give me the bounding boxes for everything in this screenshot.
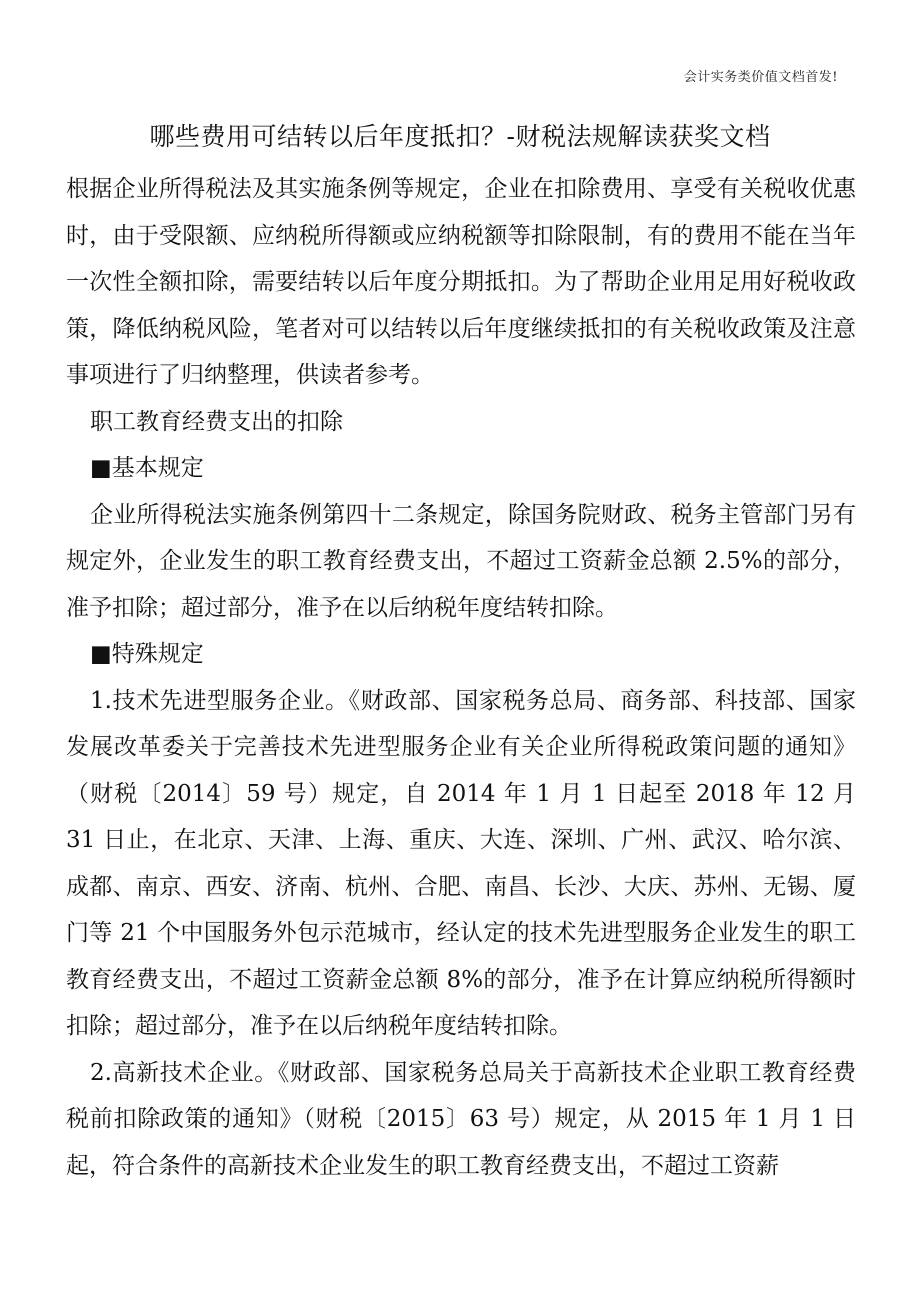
special-rule-2-paragraph: 2.高新技术企业。《财政部、国家税务总局关于高新技术企业职工教育经费税前扣除政策的通知》（财税〔2015〕63 号）规定，从 2015 年 1 月 1 日起，符合条件的高新技术企业发生的职工教育经费支出，不超过工资薪 <box>66 1059 856 1179</box>
section-heading: 职工教育经费支出的扣除 <box>90 408 343 435</box>
special-rule-1-paragraph: 1.技术先进型服务企业。《财政部、国家税务总局、商务部、科技部、国家发展改革委关于完善技术先进型服务企业有关企业所得税政策问题的通知》（财税〔2014〕59 号）规定，自 2014 年 1 月 1 日起至 2018 年 12 月 31 日止，在北京、天津、上海、重庆、大连、深圳、广州、武汉、哈尔滨、成都、南京、西安、济南、杭州、合肥、南昌、长沙、大庆、苏州、无锡、厦门等 21 个中国服务外包示范城市，经认定的技术先进型服务企业发生的职工教育经费支出，不超过工资薪金总额 8%的部分，准予在计算应纳税所得额时扣除；超过部分，准予在以后纳税年度结转扣除。 <box>66 687 856 1039</box>
basic-rules-paragraph: 企业所得税法实施条例第四十二条规定，除国务院财政、税务主管部门另有规定外，企业发生的职工教育经费支出，不超过工资薪金总额 2.5%的部分，准予扣除；超过部分，准予在以后纳税年度结转扣除。 <box>66 501 856 621</box>
subheading-special-rules: ■特殊规定 <box>90 641 204 667</box>
document-body <box>66 166 856 1189</box>
subheading-basic-rules: ■基本规定 <box>90 455 204 481</box>
intro-paragraph: 根据企业所得税法及其实施条例等规定，企业在扣除费用、享受有关税收优惠时，由于受限额、应纳税所得额或应纳税额等扣除限制，有的费用不能在当年一次性全额扣除，需要结转以后年度分期抵扣。为了帮助企业用足用好税收政策，降低纳税风险，笔者对可以结转以后年度继续抵扣的有关税收政策及注意事项进行了归纳整理，供读者参考。 <box>66 176 856 388</box>
document-title: 哪些费用可结转以后年度抵扣？-财税法规解读获奖文档 <box>149 122 771 151</box>
header-note: 会计实务类价值文档首发! <box>683 70 838 85</box>
